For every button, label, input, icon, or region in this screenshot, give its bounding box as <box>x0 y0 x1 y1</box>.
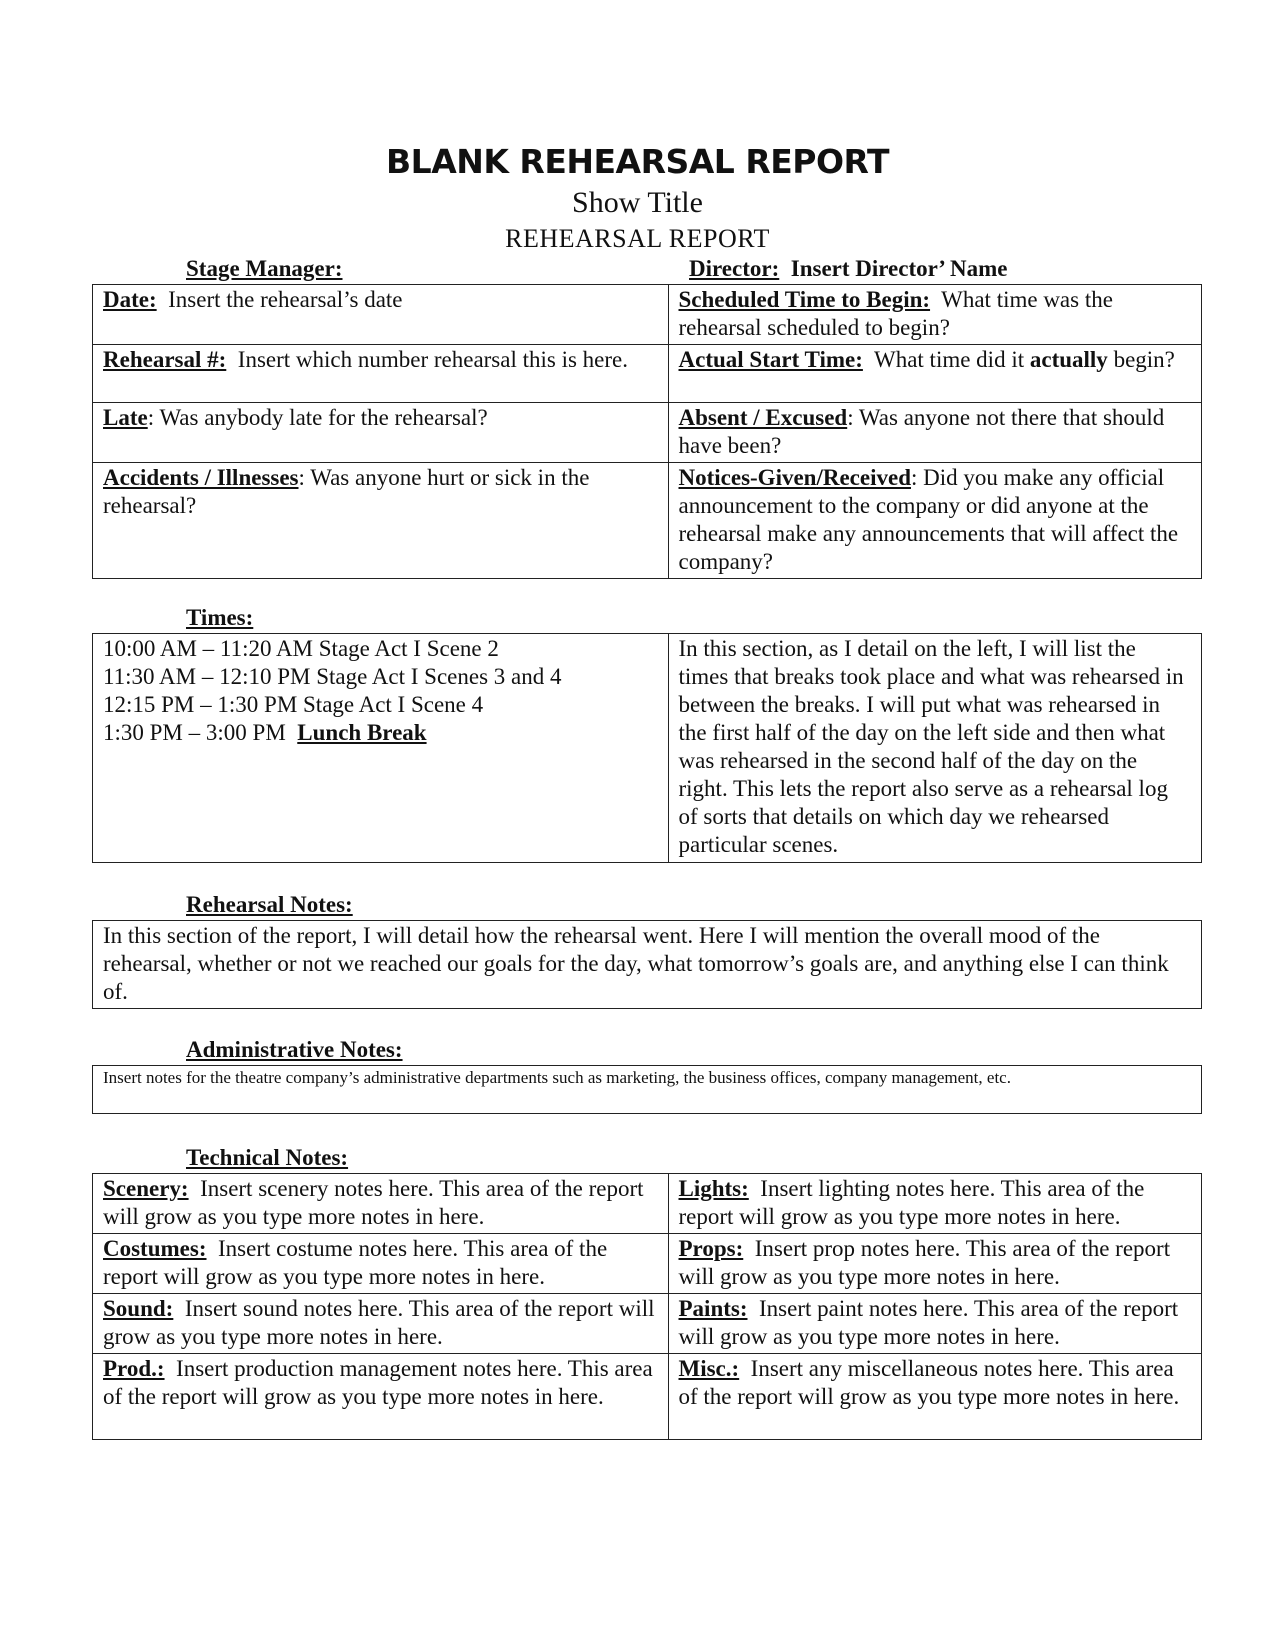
prod-cell[interactable] <box>93 1354 669 1440</box>
scenery-cell[interactable] <box>93 1174 669 1234</box>
table-row <box>93 345 1202 403</box>
sound-label: Sound: <box>103 1296 174 1321</box>
times-line-4 <box>103 719 658 747</box>
show-title: Show Title <box>572 186 703 219</box>
admin-notes-label: Administrative Notes: <box>186 1037 403 1062</box>
props-value: Insert prop notes here. This area of the report will grow as you type more notes in here. <box>678 1236 1171 1289</box>
times-line-2: 11:30 AM – 12:10 PM Stage Act I Scenes 3 and 4 <box>103 664 562 689</box>
rehearsal-notes-table <box>92 920 1202 1009</box>
scheduled-time-label: Scheduled Time to Begin: <box>678 287 931 312</box>
misc-cell[interactable] <box>668 1354 1202 1440</box>
technical-notes-label: Technical Notes: <box>186 1145 349 1170</box>
rehearsal-number-value: Insert which number rehearsal this is here. <box>237 347 629 372</box>
times-schedule-cell[interactable] <box>93 634 669 863</box>
admin-notes-table <box>92 1065 1202 1114</box>
prod-label: Prod.: <box>103 1356 165 1381</box>
date-label: Date: <box>103 287 157 312</box>
lunch-break-label: Lunch Break <box>297 720 427 745</box>
prod-value: Insert production management notes here. This area of the report will grow as you type more notes in here. <box>103 1356 653 1409</box>
absent-value: : Was anyone not there that should have been? <box>678 405 1165 458</box>
times-label: Times: <box>186 605 254 630</box>
costumes-cell[interactable] <box>93 1234 669 1294</box>
actual-start-cell[interactable] <box>668 345 1202 403</box>
technical-notes-table <box>92 1173 1202 1440</box>
table-row <box>93 921 1202 1009</box>
absent-label: Absent / Excused <box>678 405 848 430</box>
late-label: Late <box>103 405 148 430</box>
scheduled-time-value: What time was the rehearsal scheduled to begin? <box>678 287 1113 340</box>
lights-cell[interactable] <box>668 1174 1202 1234</box>
director-line <box>689 256 1007 282</box>
admin-notes-cell[interactable] <box>93 1066 1202 1114</box>
props-cell[interactable] <box>668 1234 1202 1294</box>
props-label: Props: <box>678 1236 744 1261</box>
misc-label: Misc.: <box>678 1356 740 1381</box>
table-row <box>93 1354 1202 1440</box>
misc-value: Insert any miscellaneous notes here. This area of the report will grow as you type more notes in here. <box>678 1356 1180 1409</box>
info-table <box>92 284 1202 579</box>
scenery-label: Scenery: <box>103 1176 189 1201</box>
late-value: : Was anybody late for the rehearsal? <box>147 405 488 430</box>
times-line-4-range: 1:30 PM – 3:00 PM <box>103 720 286 745</box>
director-label: Director: <box>689 256 780 281</box>
actual-start-emphasis: actually <box>1029 347 1108 372</box>
actual-start-label: Actual Start Time: <box>678 347 863 372</box>
rehearsal-number-label: Rehearsal #: <box>103 347 227 372</box>
costumes-label: Costumes: <box>103 1236 207 1261</box>
notices-cell[interactable] <box>668 463 1202 579</box>
admin-notes-text: Insert notes for the theatre company’s administrative departments such as marketing, the business offices, company management, etc. <box>103 1068 1011 1087</box>
lights-value: Insert lighting notes here. This area of the report will grow as you type more notes in here. <box>678 1176 1145 1229</box>
date-value: Insert the rehearsal’s date <box>168 287 403 312</box>
rehearsal-number-cell[interactable] <box>93 345 669 403</box>
main-title: BLANK REHEARSAL REPORT <box>386 142 889 181</box>
date-cell[interactable] <box>93 285 669 345</box>
sound-cell[interactable] <box>93 1294 669 1354</box>
paints-label: Paints: <box>678 1296 748 1321</box>
times-description-cell[interactable] <box>668 634 1202 863</box>
late-cell[interactable] <box>93 403 669 463</box>
costumes-value: Insert costume notes here. This area of the report will grow as you type more notes in here. <box>103 1236 608 1289</box>
times-description: In this section, as I detail on the left, I will list the times that breaks took place and what was rehearsed in between the breaks. I will put what was rehearsed in the first half of the day on the left side and then what was rehearsed in the second half of the day on the right. This lets the report also serve as a rehearsal log of sorts that details on which day we rehearsed particular scenes. <box>678 636 1184 857</box>
stage-manager-label: Stage Manager: <box>186 256 343 281</box>
table-row <box>93 1234 1202 1294</box>
table-row <box>93 1066 1202 1114</box>
notices-label: Notices-Given/Received <box>678 465 911 490</box>
report-subtitle: REHEARSAL REPORT <box>505 224 770 253</box>
absent-cell[interactable] <box>668 403 1202 463</box>
table-row <box>93 1174 1202 1234</box>
lights-label: Lights: <box>678 1176 749 1201</box>
actual-start-value: What time did it <box>874 347 1025 372</box>
table-row <box>93 634 1202 863</box>
rehearsal-notes-cell[interactable] <box>93 921 1202 1009</box>
sound-value: Insert sound notes here. This area of the report will grow as you type more notes in here. <box>103 1296 655 1349</box>
times-line-1: 10:00 AM – 11:20 AM Stage Act I Scene 2 <box>103 636 499 661</box>
paints-cell[interactable] <box>668 1294 1202 1354</box>
times-line-3: 12:15 PM – 1:30 PM Stage Act I Scene 4 <box>103 692 484 717</box>
scenery-value: Insert scenery notes here. This area of the report will grow as you type more notes in here. <box>103 1176 644 1229</box>
accidents-cell[interactable] <box>93 463 669 579</box>
paints-value: Insert paint notes here. This area of the report will grow as you type more notes in here. <box>678 1296 1179 1349</box>
director-value: Insert Director’ Name <box>790 256 1008 281</box>
actual-start-value-end: begin? <box>1113 347 1175 372</box>
table-row <box>93 1294 1202 1354</box>
times-table <box>92 633 1202 863</box>
rehearsal-notes-text: In this section of the report, I will detail how the rehearsal went. Here I will mention the overall mood of the rehearsal, whether or not we reached our goals for the day, what tomorrow’s goals are, and anything else I can think of. <box>103 923 1169 1004</box>
table-row <box>93 463 1202 579</box>
notices-value: : Did you make any official announcement to the company or did anyone at the rehearsal make any announcements that will affect the company? <box>678 465 1179 574</box>
accidents-value: : Was anyone hurt or sick in the rehearsal? <box>103 465 590 518</box>
table-row <box>93 403 1202 463</box>
table-row <box>93 285 1202 345</box>
rehearsal-notes-label: Rehearsal Notes: <box>186 892 353 917</box>
scheduled-time-cell[interactable] <box>668 285 1202 345</box>
accidents-label: Accidents / Illnesses <box>103 465 299 490</box>
